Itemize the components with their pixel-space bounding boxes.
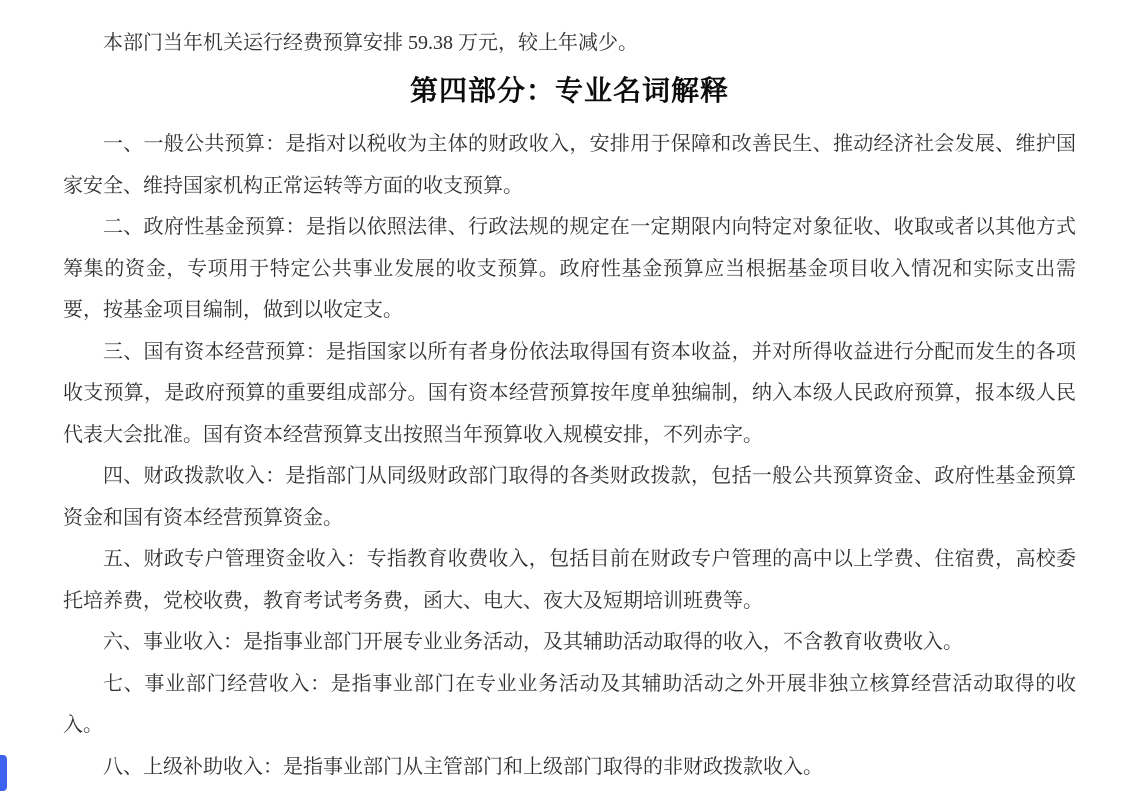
definition-paragraph-7: 七、事业部门经营收入：是指事业部门在专业业务活动及其辅助活动之外开展非独立核算经营活动取得的收入。	[63, 672, 1076, 736]
section-title: 第四部分：专业名词解释	[409, 75, 729, 106]
definition-paragraph-1: 一、一般公共预算：是指对以税收为主体的财政收入，安排用于保障和改善民生、推动经济社会发展、维护国家安全、维持国家机构正常运转等方面的收支预算。	[63, 133, 1076, 197]
definition-paragraph-2: 二、政府性基金预算：是指以依照法律、行政法规的规定在一定期限内向特定对象征收、收取或者以其他方式筹集的资金，专项用于特定公共事业发展的收支预算。政府性基金预算应当根据基金项目收入情况和实际支出需要，按基金项目编制，做到以收定支。	[63, 216, 1076, 321]
definition-paragraph-3: 三、国有资本经营预算：是指国家以所有者身份依法取得国有资本收益，并对所得收益进行分配而发生的各项收支预算，是政府预算的重要组成部分。国有资本经营预算按年度单独编制，纳入本级人民政府预算，报本级人民代表大会批准。国有资本经营预算支出按照当年预算收入规模安排，不列赤字。	[63, 340, 1076, 446]
runoff-paragraph-line: 本部门当年机关运行经费预算安排 59.38 万元，较上年减少。	[103, 32, 638, 54]
definition-paragraph-5: 五、财政专户管理资金收入：专指教育收费收入，包括目前在财政专户管理的高中以上学费、住宿费，高校委托培养费，党校收费，教育考试考务费，函大、电大、夜大及短期培训班费等。	[63, 548, 1076, 612]
definition-paragraph-4: 四、财政拨款收入：是指部门从同级财政部门取得的各类财政拨款，包括一般公共预算资金、政府性基金预算资金和国有资本经营预算资金。	[63, 465, 1076, 529]
definition-paragraph-6: 六、事业收入：是指事业部门开展专业业务活动，及其辅助活动取得的收入，不含教育收费收入。	[103, 631, 963, 653]
edge-panel-handle[interactable]	[0, 755, 7, 791]
definition-paragraph-8: 八、上级补助收入：是指事业部门从主管部门和上级部门取得的非财政拨款收入。	[103, 755, 823, 778]
